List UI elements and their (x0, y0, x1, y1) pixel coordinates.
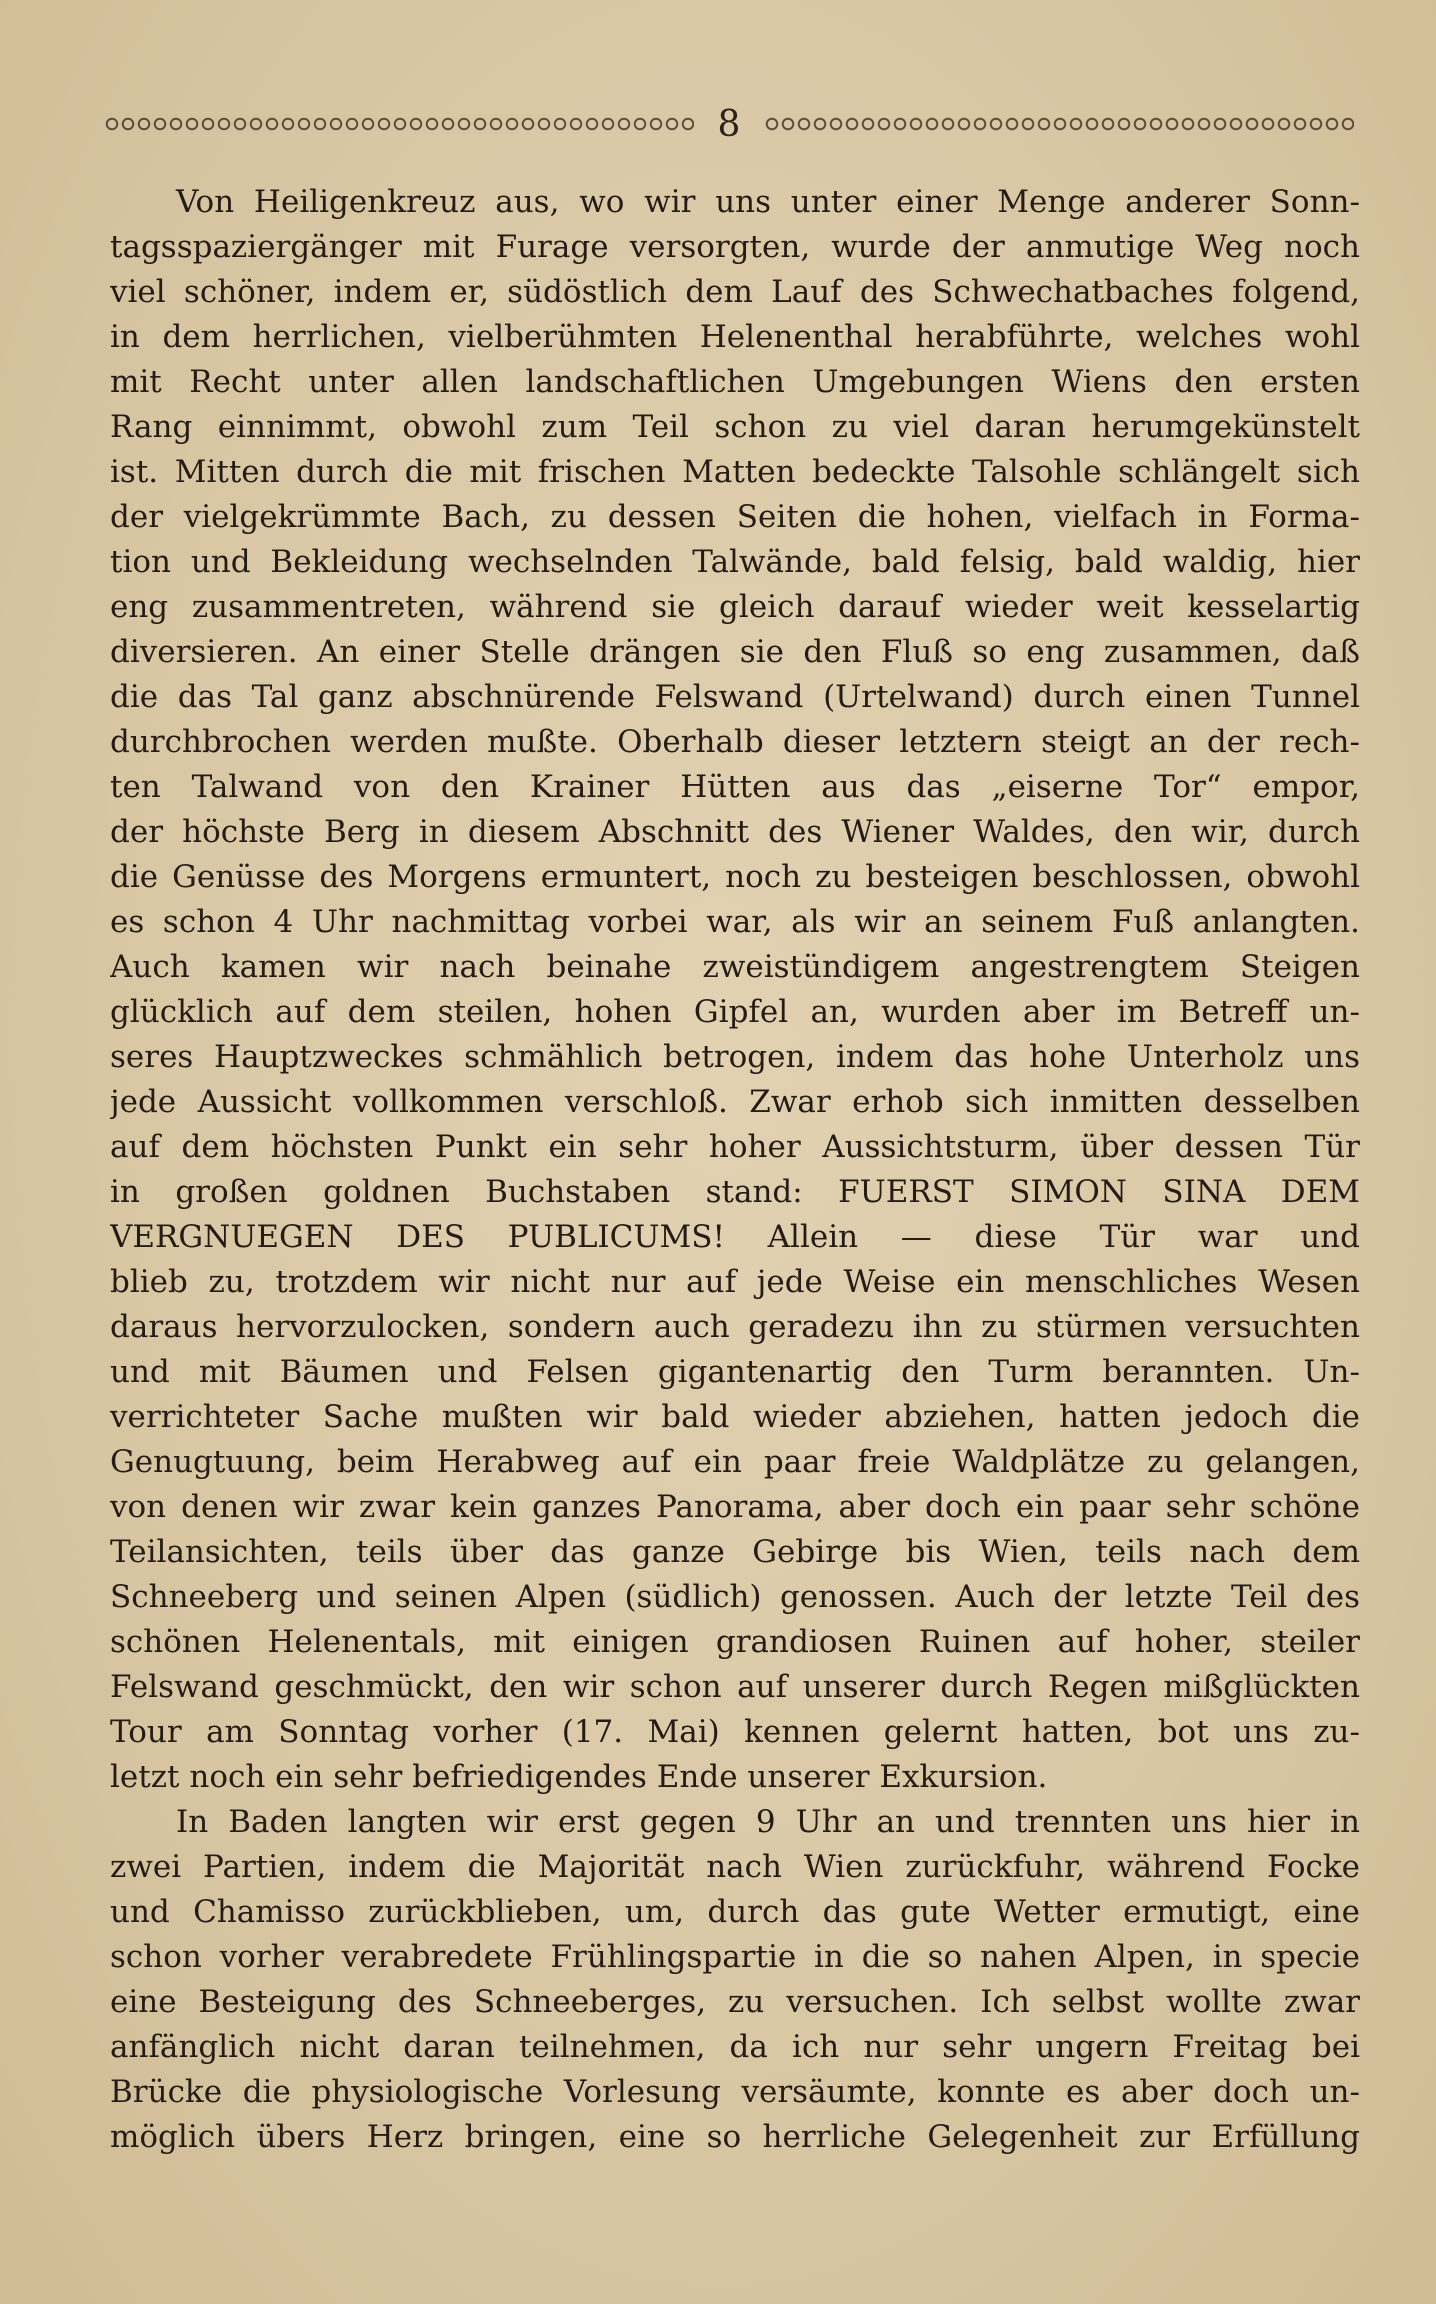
text-line: von denen wir zwar kein ganzes Panorama, aber doch ein paar sehr schöne (110, 1489, 1360, 1525)
text-line: diversieren. An einer Stelle drängen sie den Fluß so eng zusammen, daß (110, 634, 1360, 670)
text-line: und mit Bäumen und Felsen gigantenartig den Turm berannten. Un- (110, 1354, 1360, 1390)
text-line: die Genüsse des Morgens ermuntert, noch zu besteigen beschlossen, obwohl (110, 859, 1360, 895)
text-line: Auch kamen wir nach beinahe zweistündigem angestrengtem Steigen (110, 949, 1360, 985)
text-line: verrichteter Sache mußten wir bald wieder abziehen, hatten jedoch die (110, 1399, 1360, 1435)
body-text (110, 180, 1360, 2160)
text-line: anfänglich nicht daran teilnehmen, da ich nur sehr ungern Freitag bei (110, 2029, 1360, 2065)
page-header (104, 104, 1354, 144)
text-line: seres Hauptzweckes schmählich betrogen, indem das hohe Unterholz uns (110, 1039, 1360, 1075)
text-line: Brücke die physiologische Vorlesung versäumte, konnte es aber doch un- (110, 2074, 1360, 2110)
text-line: schönen Helenentals, mit einigen grandiosen Ruinen auf hoher, steiler (110, 1624, 1360, 1660)
ornament-left (104, 113, 694, 135)
text-line: in großen goldnen Buchstaben stand: FUERST SIMON SINA DEM (110, 1174, 1360, 1210)
text-line: es schon 4 Uhr nachmittag vorbei war, als wir an seinem Fuß anlangten. (110, 904, 1360, 940)
text-line: durchbrochen werden mußte. Oberhalb dieser letztern steigt an der rech- (110, 724, 1360, 760)
text-line: eine Besteigung des Schneeberges, zu versuchen. Ich selbst wollte zwar (110, 1984, 1360, 2020)
text-line: In Baden langten wir erst gegen 9 Uhr an und trennten uns hier in (176, 1804, 1360, 1840)
text-line: zwei Partien, indem die Majorität nach Wien zurückfuhr, während Focke (110, 1849, 1360, 1885)
text-line: auf dem höchsten Punkt ein sehr hoher Aussichtsturm, über dessen Tür (110, 1129, 1360, 1165)
text-line: Tour am Sonntag vorher (17. Mai) kennen gelernt hatten, bot uns zu- (110, 1714, 1360, 1750)
text-line: VERGNUEGEN DES PUBLICUMS! Allein — diese Tür war und (110, 1219, 1360, 1255)
ornament-right (764, 113, 1354, 135)
text-line: viel schöner, indem er, südöstlich dem Lauf des Schwechatbaches folgend, (110, 274, 1360, 310)
text-line: und Chamisso zurückblieben, um, durch das gute Wetter ermutigt, eine (110, 1894, 1360, 1930)
text-line: Rang einnimmt, obwohl zum Teil schon zu viel daran herumgekünstelt (110, 409, 1360, 445)
text-line: möglich übers Herz bringen, eine so herrliche Gelegenheit zur Erfüllung (110, 2119, 1360, 2155)
text-line: blieb zu, trotzdem wir nicht nur auf jede Weise ein menschliches Wesen (110, 1264, 1360, 1300)
text-line: schon vorher verabredete Frühlingspartie in die so nahen Alpen, in specie (110, 1939, 1360, 1975)
text-line: der vielgekrümmte Bach, zu dessen Seiten die hohen, vielfach in Forma- (110, 499, 1360, 535)
text-line: eng zusammentreten, während sie gleich darauf wieder weit kesselartig (110, 589, 1360, 625)
text-line: jede Aussicht vollkommen verschloß. Zwar erhob sich inmitten desselben (110, 1084, 1360, 1120)
text-line: Genugtuung, beim Herabweg auf ein paar freie Waldplätze zu gelangen, (110, 1444, 1360, 1480)
text-line: tagsspaziergänger mit Furage versorgten, wurde der anmutige Weg noch (110, 229, 1360, 265)
text-line: in dem herrlichen, vielberühmten Helenenthal herabführte, welches wohl (110, 319, 1360, 355)
text-line: Von Heiligenkreuz aus, wo wir uns unter einer Menge anderer Sonn- (176, 184, 1360, 220)
text-line: die das Tal ganz abschnürende Felswand (Urtelwand) durch einen Tunnel (110, 679, 1360, 715)
text-line: Teilansichten, teils über das ganze Gebirge bis Wien, teils nach dem (110, 1534, 1360, 1570)
page-number: 8 (717, 103, 741, 145)
text-line: Felswand geschmückt, den wir schon auf unserer durch Regen mißglückten (110, 1669, 1360, 1705)
text-line: glücklich auf dem steilen, hohen Gipfel an, wurden aber im Betreff un- (110, 994, 1360, 1030)
text-line: Schneeberg und seinen Alpen (südlich) genossen. Auch der letzte Teil des (110, 1579, 1360, 1615)
text-line: ist. Mitten durch die mit frischen Matten bedeckte Talsohle schlängelt sich (110, 454, 1360, 490)
text-line: der höchste Berg in diesem Abschnitt des Wiener Waldes, den wir, durch (110, 814, 1360, 850)
text-line: daraus hervorzulocken, sondern auch geradezu ihn zu stürmen versuchten (110, 1309, 1360, 1345)
text-line: mit Recht unter allen landschaftlichen Umgebungen Wiens den ersten (110, 364, 1360, 400)
text-line: tion und Bekleidung wechselnden Talwände, bald felsig, bald waldig, hier (110, 544, 1360, 580)
text-line: ten Talwand von den Krainer Hütten aus das „eiserne Tor“ empor, (110, 769, 1360, 805)
text-line: letzt noch ein sehr befriedigendes Ende unserer Exkursion. (110, 1759, 1048, 1795)
